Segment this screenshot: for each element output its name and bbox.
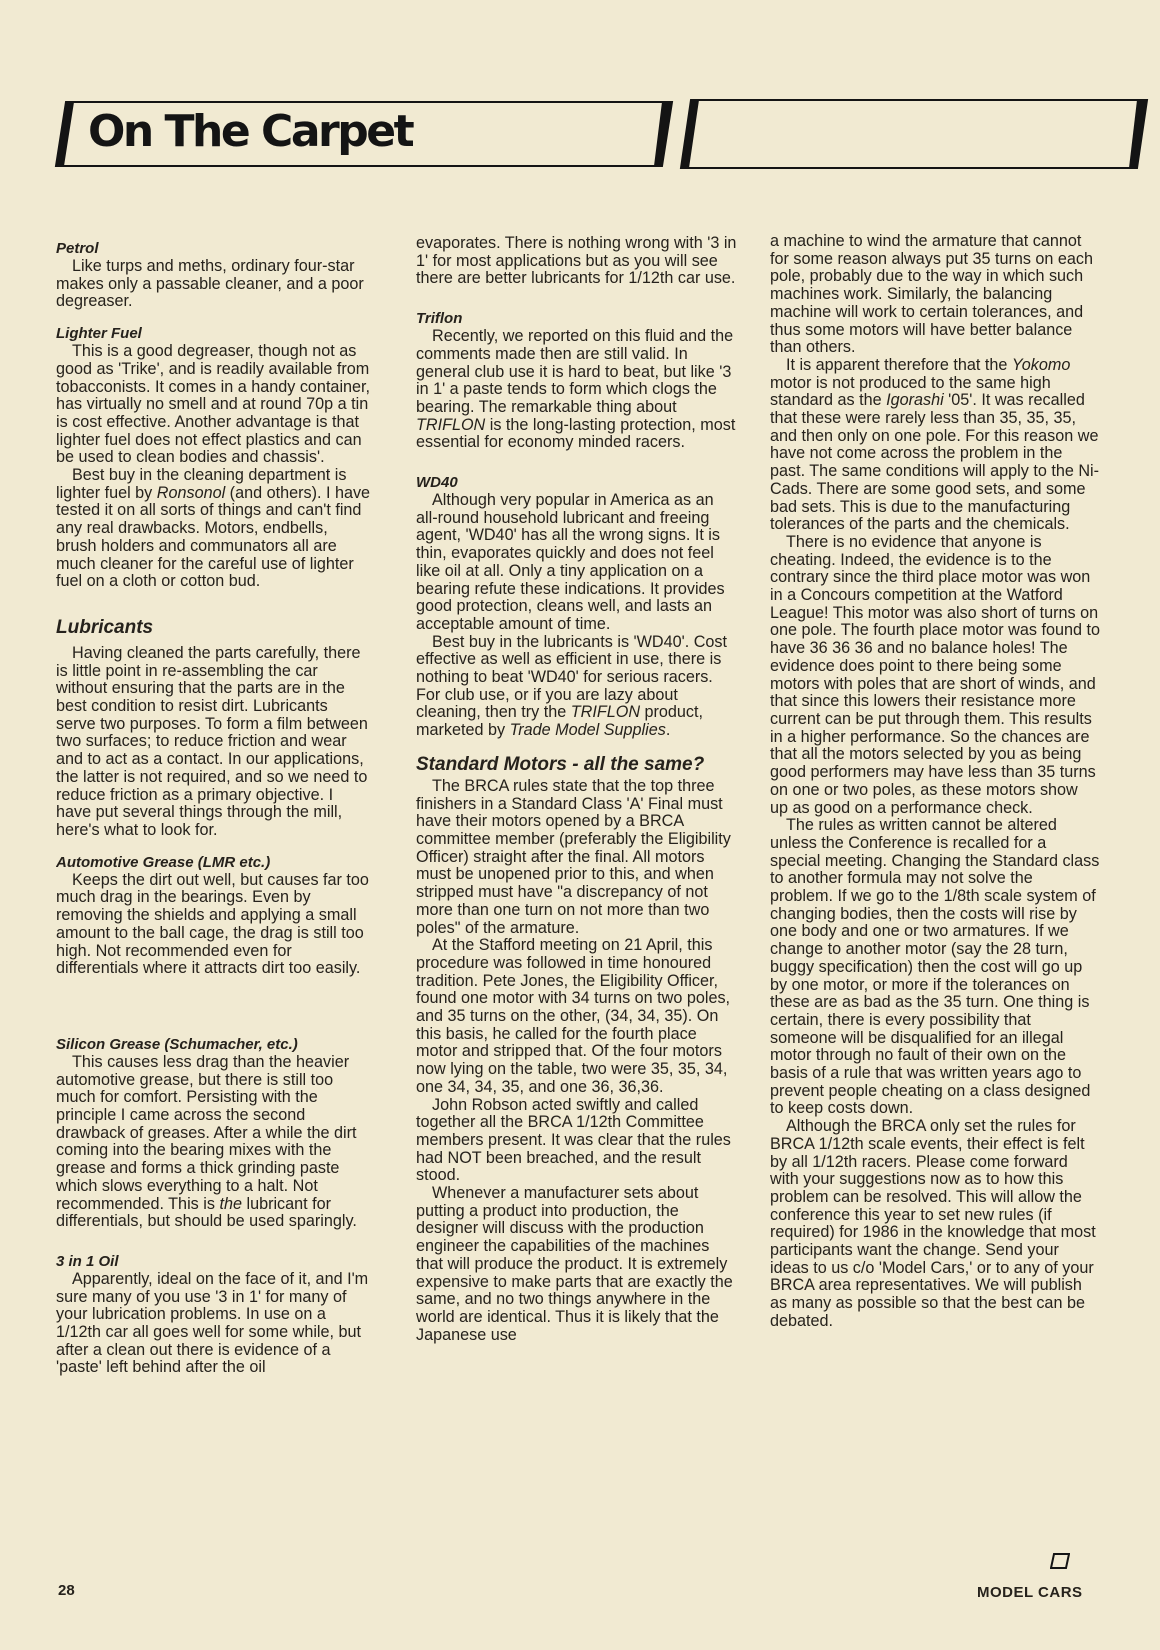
- paragraph: Apparently, ideal on the face of it, and I'm sure many of you use '3 in 1' for many of your lubrication problems. In use on a 1/12th car all goes well for some while, but after a clean out there is evidence of a 'paste' left behind after the oil: [56, 1269, 369, 1377]
- section-heading-standard-motors: Standard Motors - all the same?: [416, 753, 705, 775]
- paragraph: Although very popular in America as an all-round household lubricant and freeing agent, 'WD40' has all the wrong signs. It is thin, evaporates quickly and does not feel like oil at all. Only a tiny application on a bearing refute these indications. It provides good protection, cleans well, and lasts an acceptable amount of time.: [416, 491, 725, 633]
- section-heading-silicon-grease: Silicon Grease (Schumacher, etc.): [56, 1035, 298, 1053]
- section-heading-petrol: Petrol: [56, 240, 99, 257]
- paragraph: Although the BRCA only set the rules for BRCA 1/12th scale events, their effect is felt by all 1/12th racers. Please come forward with your suggestions now as to how this problem can be resolved. This will allow the conference this year to set new rules (if required) for 1986 in the knowledge that most participants want the change. Send your ideas to us c/o 'Model Cars,' or to any of your BRCA area representatives. We will publish as many as possible so that the best can be debated.: [770, 1117, 1096, 1330]
- paragraph: The BRCA rules state that the top three finishers in a Standard Class 'A' Final must have their motors opened by a BRCA committee member (preferably the Eligibility Officer) straight after the final. All motors must be unopened prior to this, and when stripped must have "a discrepancy of not more than one turn on not more than two poles" of the armature.: [416, 776, 731, 937]
- paragraph: Recently, we reported on this fluid and the comments made then are still valid. In general club use it is hard to beat, but like '3 in 1' a paste tends to form which clogs the bearing. The remarkable thing about TRIFLON is the long-lasting protection, most essential for economy minded racers.: [416, 327, 736, 452]
- paragraph: Best buy in the lubricants is 'WD40'. Cost effective as well as efficient in use, there is nothing to beat 'WD40' for serious racers. For club use, or if you are lazy about cleaning, then try the TRIFLON product, marketed by Trade Model Supplies.: [416, 632, 727, 740]
- section-heading-lighter-fuel: Lighter Fuel: [56, 325, 142, 343]
- article-column-3: [770, 233, 1100, 1563]
- paragraph: evaporates. There is nothing wrong with '3 in 1' for most applications but as you will see there are better lubricants for 1/12th car use.: [416, 235, 737, 288]
- paragraph: Keeps the dirt out well, but causes far too much drag in the bearings. Even by removing the shields and applying a small amount to the ball cage, the drag is still too high. Not recommended even for differentials where it attracts dirt too easily.: [56, 870, 369, 978]
- paragraph: John Robson acted swiftly and called together all the BRCA 1/12th Committee members present. It was clear that the rules had NOT been breached, and the result stood.: [416, 1095, 731, 1185]
- section-heading-automotive-grease: Automotive Grease (LMR etc.): [56, 853, 271, 871]
- paragraph: Like turps and meths, ordinary four-star makes only a passable cleaner, and a poor degreaser.: [56, 257, 364, 311]
- paragraph: It is apparent therefore that the Yokomo motor is not produced to the same high standard as the Igorashi '05'. It was recalled that these were rarely less than 35, 35, 35, and then only on one pole. For this reason we have not come across the problem in the past. The same conditions will apply to the Ni-Cads. There are some good sets, and some bad sets. This is due to the manufacturing tolerances of the parts and the chemicals.: [770, 355, 1100, 534]
- paragraph: There is no evidence that anyone is cheating. Indeed, the evidence is to the contrary since the third place motor was won in a Concours competition at the Watford League! This motor was also short of turns on one pole. The fourth place motor was found to have 36 36 36 and no balance holes! The evidence does point to there being some motors with poles that are short of winds, and that since this lowers their resistance more current can be put through them. This results in a higher performance. So the chances are that all the motors selected by you as being good performers may have less than 35 turns on one or two poles, as these motors show up as good on a performance check.: [770, 532, 1100, 817]
- paragraph: This causes less drag than the heavier automotive grease, but there is still too much for comfort. Persisting with the principle I came across the second drawback of greases. After a while the dirt coming into the bearing mixes with the grease and forms a thick grinding paste which slows everything to a halt. Not recommended. This is the lubricant for differentials, but should be used sparingly.: [56, 1052, 357, 1231]
- blank-banner-frame: [675, 96, 1155, 174]
- page-title: On The Carpet: [88, 106, 413, 157]
- paragraph: Best buy in the cleaning department is lighter fuel by Ronsonol (and others). I have tested it on all sorts of things and can't find any real drawbacks. Motors, endbells, brush holders and communators all are much cleaner for the careful use of lighter fuel on a cloth or cotton bud.: [56, 466, 371, 591]
- article-column-2: [416, 235, 738, 1565]
- section-heading-lubricants: Lubricants: [56, 616, 154, 638]
- article-column-1: [56, 240, 371, 1570]
- end-of-article-icon: [1050, 1553, 1070, 1569]
- paragraph: Whenever a manufacturer sets about putting a product into production, the designer will discuss with the production engineer the capabilities of the machines that will produce the product. It is extremely expensive to make parts that are exactly the same, and no two things anywhere in the world are identical. Thus it is likely that the Japanese use: [416, 1184, 733, 1344]
- section-heading-triflon: Triflon: [416, 310, 463, 328]
- section-heading-3-in-1-oil: 3 in 1 Oil: [56, 1252, 119, 1270]
- paragraph: Having cleaned the parts carefully, there is little point in re-assembling the car without ensuring that the parts are in the best condition to resist dirt. Lubricants serve two purposes. To form a film between two surfaces; to reduce friction and wear and to act as a contact. In our applications, the latter is not required, and so we need to reduce friction as a primary objective. I have put several things through the mill, here's what to look for.: [56, 643, 368, 839]
- paragraph: The rules as written cannot be altered unless the Conference is recalled for a special meeting. Changing the Standard class to another formula may not solve the problem. If we go to the 1/8th scale system of changing bodies, then the costs will rise by one body and one or two armatures. If we change to another motor (say the 28 turn, buggy specification) then the cost will go up by one motor, or more if the tolerances on these are as bad as the 35 turn. One thing is certain, there is every possibility that someone will be disqualified for an illegal motor through no fault of their own on the basis of a rule that was written years ago to prevent people cheating on a class designed to keep costs down.: [770, 816, 1100, 1118]
- paragraph: At the Stafford meeting on 21 April, this procedure was followed in time honoured tradition. Pete Jones, the Eligibility Officer, found one motor with 34 turns on two poles, and 35 turns on the other, (34, 34, 35). On this basis, he called for the fourth place motor and stripped that. Of the four motors now lying on the table, two were 35, 35, 34, one 34, 34, 35, and one 36, 36,36.: [416, 936, 731, 1096]
- paragraph: a machine to wind the armature that cannot for some reason always put 35 turns on each pole, probably due to the way in which such machines work. Similarly, the balancing machine will work to certain tolerances, and thus some motors will have better balance than others.: [770, 233, 1094, 357]
- magazine-name: MODEL CARS: [977, 1584, 1083, 1601]
- title-banner: [50, 96, 675, 174]
- section-heading-wd40: WD40: [416, 474, 458, 492]
- paragraph: This is a good degreaser, though not as good as 'Trike', and is readily available from tobacconists. It comes in a handy container, has virtually no smell and at round 70p a tin is cost effective. Another advantage is that lighter fuel does not effect plastics and can be used to clean bodies and chassis'.: [56, 342, 371, 467]
- page-number: 28: [58, 1582, 75, 1599]
- blank-banner: [675, 96, 1155, 174]
